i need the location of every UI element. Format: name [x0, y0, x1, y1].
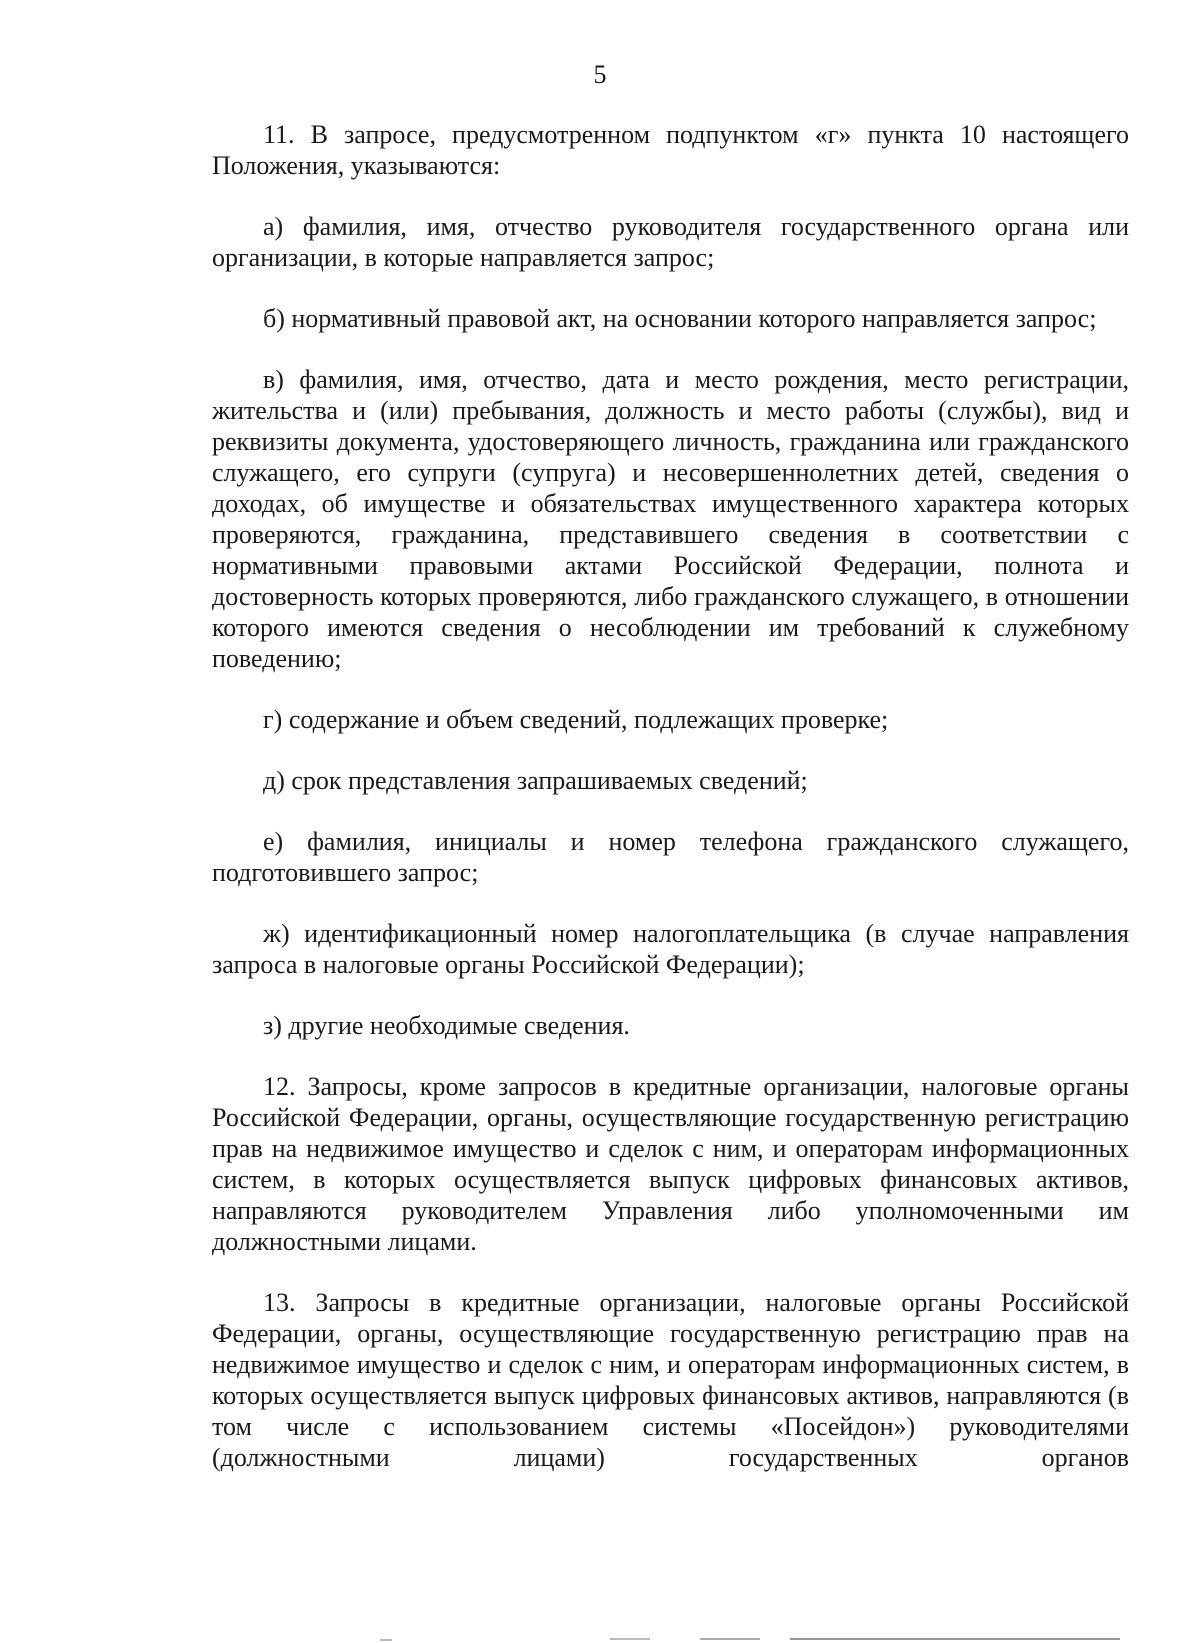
list-item-v: в) фамилия, имя, отчество, дата и место рождения, место регистрации, жительства и (или) пребывания, должность и место работы (службы), вид и реквизиты документа, удостоверяющего личность, гражданина или гражданского служащего, его супруги (супруга) и несовершеннолетних детей, сведения о доходах, об имуществе и обязательствах имущественного характера которых проверяются, гражданина, представившего сведения в соответствии с нормативными правовыми актами Российской Федерации, полнота и достоверность которых проверяются, либо гражданского служащего, в отношении которого имеются сведения о несоблюдении им требований к служебному поведению; [212, 365, 1129, 673]
paragraph-12: 12. Запросы, кроме запросов в кредитные организации, налоговые органы Российской Федерации, органы, осуществляющие государственную регистрацию прав на недвижимое имущество и сделок с ним, и операторам информационных систем, в которых осуществляется выпуск цифровых финансовых активов, направляются руководителем Управления либо уполномоченными им должностными лицами. [212, 1072, 1129, 1256]
page-number: 5 [593, 60, 607, 89]
list-item-d: д) срок представления запрашиваемых сведений; [263, 766, 808, 795]
document-body [212, 119, 1129, 1473]
list-item-a: а) фамилия, имя, отчество руководителя государственного органа или организации, в которые направляется запрос; [212, 212, 1129, 272]
scan-edge-marks [0, 1625, 1200, 1643]
paragraph-13: 13. Запросы в кредитные организации, налоговые органы Российской Федерации, органы, осуществляющие государственную регистрацию прав на недвижимое имущество и сделок с ним, и операторам информационных систем, в которых осуществляется выпуск цифровых финансовых активов, направляются (в том числе с использованием системы «Посейдон») руководителями (должностными лицами) государственных органов [212, 1288, 1129, 1472]
list-item-b: б) нормативный правовой акт, на основании которого направляется запрос; [263, 304, 1097, 333]
list-item-g: г) содержание и объем сведений, подлежащих проверке; [263, 705, 889, 734]
paragraph-11: 11. В запросе, предусмотренном подпунктом «г» пункта 10 настоящего Положения, указываются: [212, 120, 1129, 180]
list-item-zh: ж) идентификационный номер налогоплательщика (в случае направления запроса в налоговые органы Российской Федерации); [212, 919, 1129, 979]
list-item-e: е) фамилия, инициалы и номер телефона гражданского служащего, подготовившего запрос; [212, 827, 1129, 887]
list-item-z: з) другие необходимые сведения. [263, 1011, 630, 1040]
